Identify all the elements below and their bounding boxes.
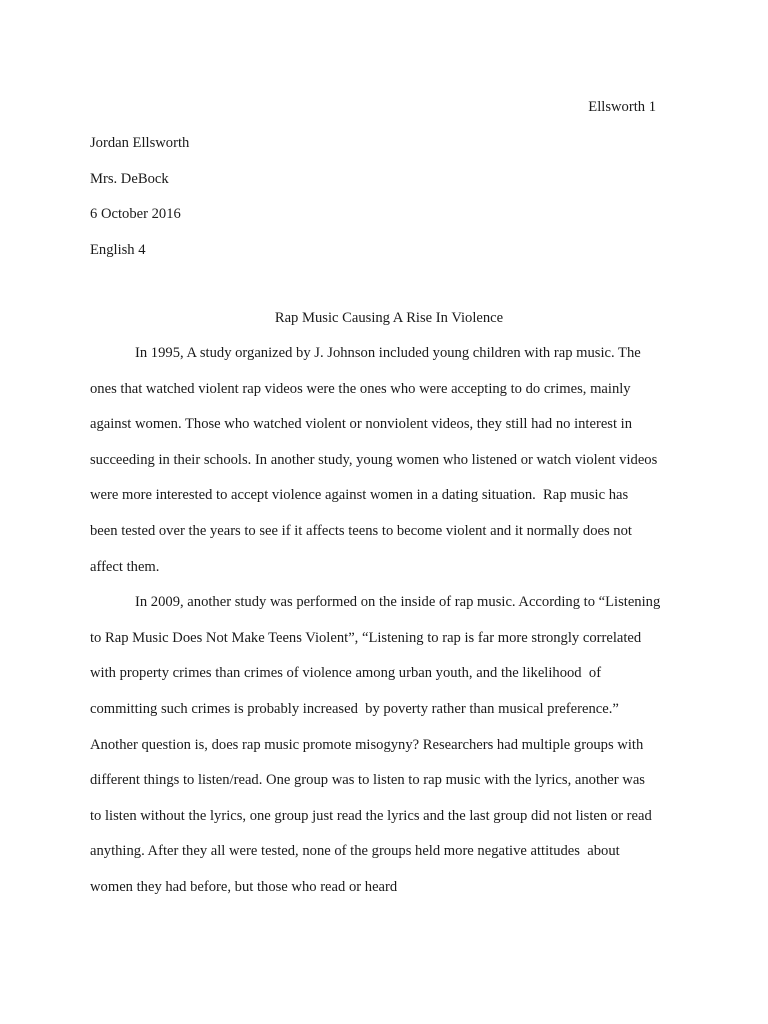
teacher-name: Mrs. DeBock	[90, 171, 169, 187]
course-name: English 4	[90, 242, 146, 258]
paragraph-1-line: affect them.	[90, 558, 160, 575]
paragraph-1-line: In 1995, A study organized by J. Johnson included young children with rap music. The	[135, 345, 641, 361]
paragraph-2-line: different things to listen/read. One group was to listen to rap music with the lyrics, another was	[90, 772, 645, 789]
body-text	[90, 343, 688, 913]
paragraph-2-line: to Rap Music Does Not Make Teens Violent”, “Listening to rap is far more strongly correlated	[90, 629, 642, 646]
paragraph-2-line: to listen without the lyrics, one group just read the lyrics and the last group did not listen or read	[90, 807, 652, 824]
paragraph-2-line: Another question is, does rap music promote misogyny? Researchers had multiple groups with	[90, 736, 644, 753]
paragraph-2-line: In 2009, another study was performed on the inside of rap music. According to “Listening	[135, 594, 661, 611]
paragraph-1-line: were more interested to accept violence against women in a dating situation. Rap music has	[90, 487, 629, 504]
paragraph-1-line: ones that watched violent rap videos were the ones who were accepting to do crimes, mainly	[90, 380, 631, 397]
paragraph-2-line: committing such crimes is probably increased by poverty rather than musical preference.”	[90, 700, 619, 717]
paragraph-2-line: anything. After they all were tested, none of the groups held more negative attitudes about	[90, 843, 620, 860]
paragraph-1-line: succeeding in their schools. In another study, young women who listened or watch violent videos	[90, 451, 658, 468]
paragraph-1-line: against women. Those who watched violent or nonviolent videos, they still had no interest in	[90, 416, 633, 433]
page-header: Ellsworth 1	[588, 99, 656, 115]
author-name: Jordan Ellsworth	[90, 135, 190, 151]
document-title: Rap Music Causing A Rise In Violence	[274, 310, 504, 326]
document-date: 6 October 2016	[90, 206, 181, 222]
paragraph-2-line: with property crimes than crimes of violence among urban youth, and the likelihood of	[90, 665, 602, 682]
paragraph-1-line: been tested over the years to see if it affects teens to become violent and it normally does not	[90, 522, 632, 539]
paragraph-2-line: women they had before, but those who read or heard	[90, 878, 398, 895]
